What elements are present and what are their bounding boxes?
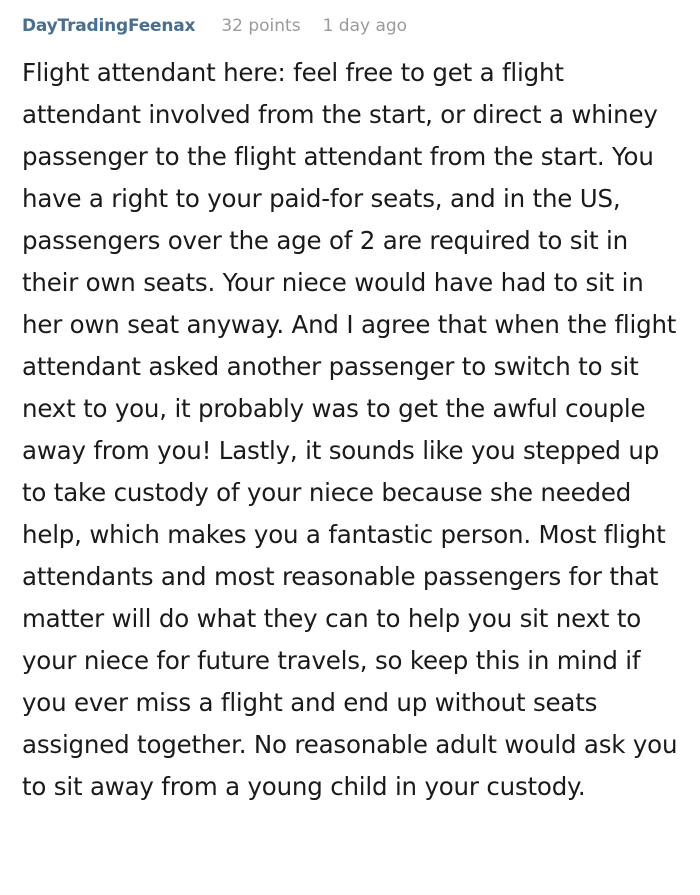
comment-timestamp: 1 day ago (322, 16, 408, 36)
comment-points: 32 points (221, 16, 301, 36)
comment-meta (22, 16, 682, 46)
comment (22, 16, 682, 808)
comment-username[interactable]: DayTradingFeenax (22, 16, 196, 36)
comment-body: Flight attendant here: feel free to get a flight attendant involved from the start, or direct a whiney passenger to the flight attendant from the start. You have a right to your paid-for seats, and in the US, passengers over the age of 2 are required to sit in their own seats. Your niece would have had to sit in her own seat anyway. And I agree that when the flight attendant asked another passenger to switch to sit next to you, it probably was to get the awful couple away from you! Lastly, it sounds like you stepped up to take custody of your niece because she needed help, which makes you a fantastic person. Most flight attendants and most reasonable passengers for that matter will do what they can to help you sit next to your niece for future travels, so keep this in mind if you ever miss a flight and end up without seats assigned together. No reasonable adult would ask you to sit away from a young child in your custody. (22, 58, 678, 801)
